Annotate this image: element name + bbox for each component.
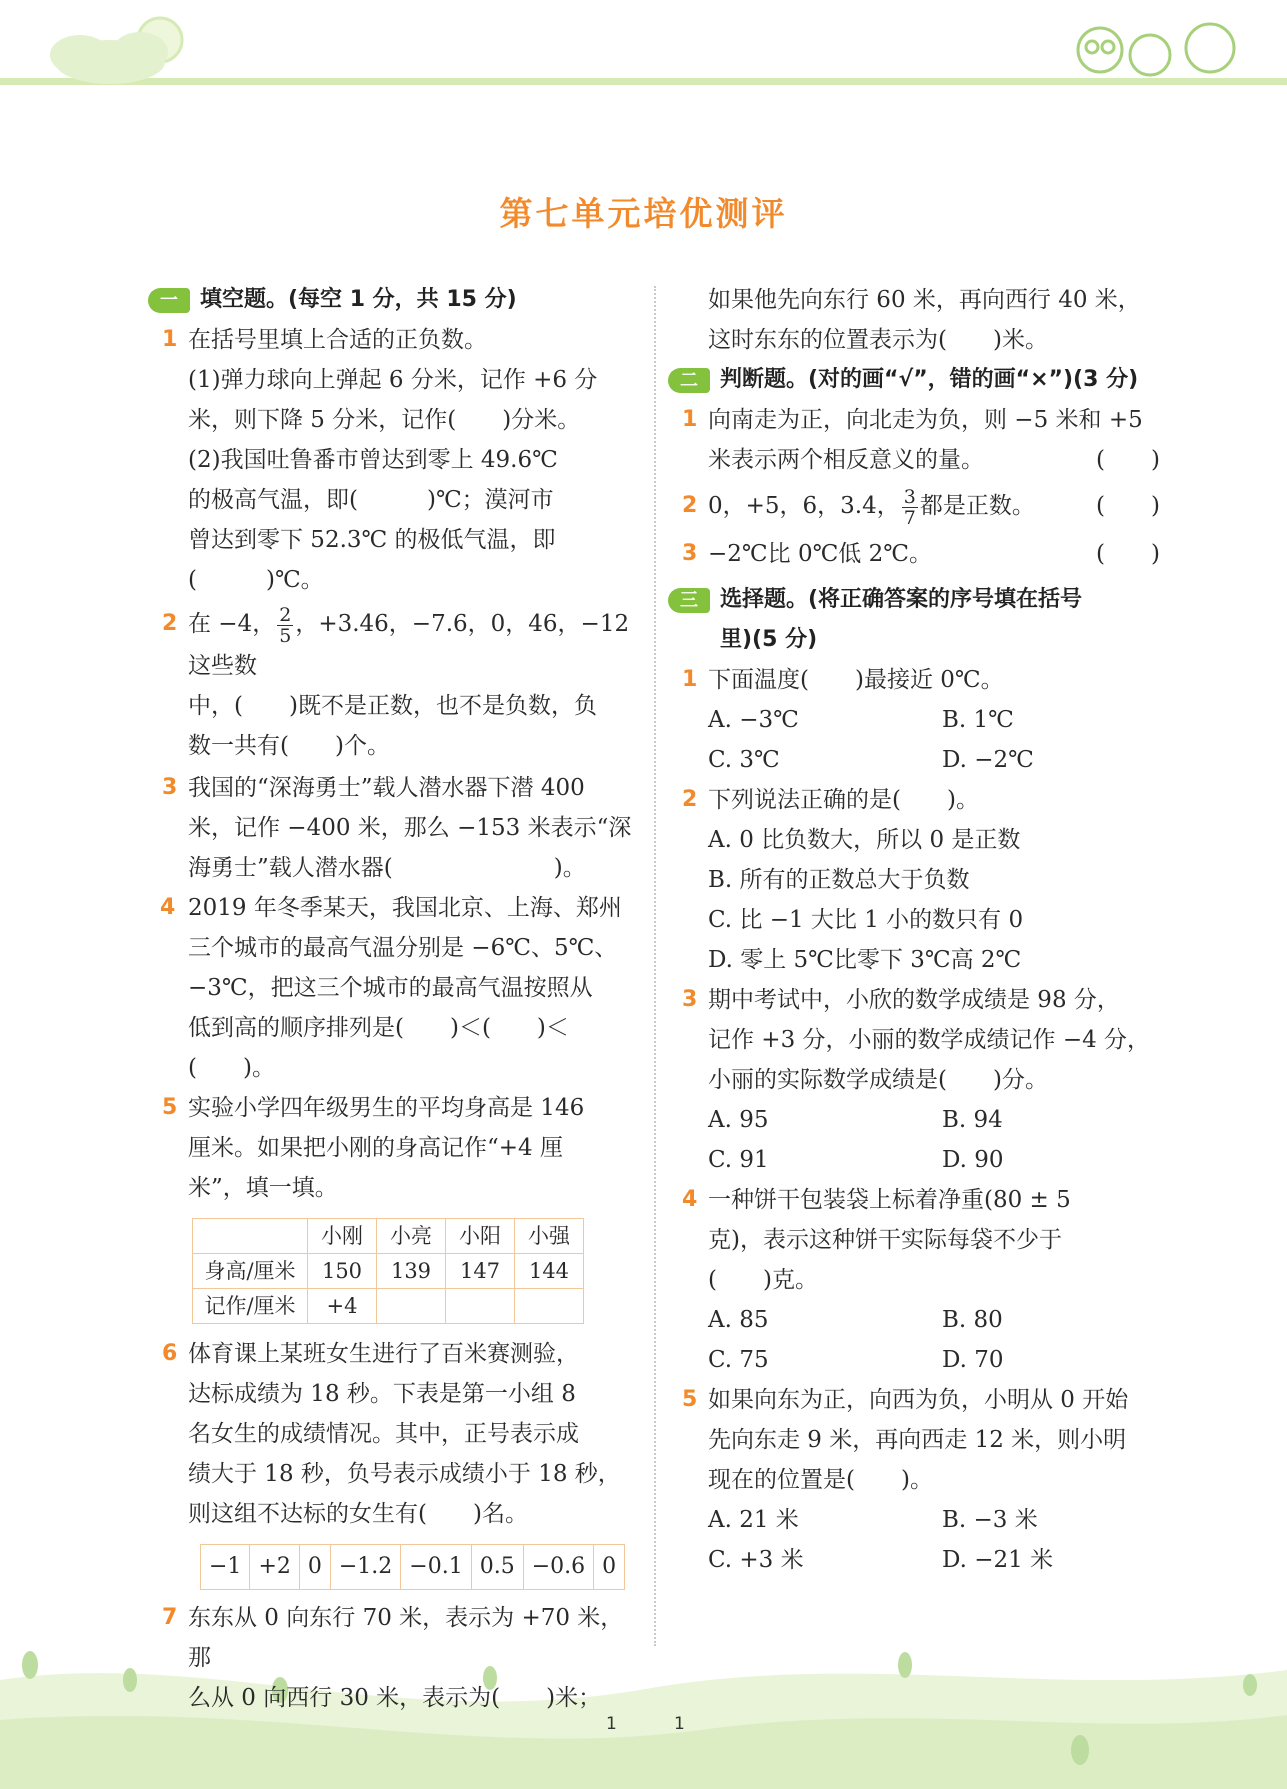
section-label: 填空题。(每空 1 分，共 15 分) [200,287,517,312]
table-cell: 身高/厘米 [193,1253,308,1288]
text-fragment [708,486,1035,528]
question-line: 名女生的成绩情况。其中，正号表示成 [188,1420,579,1447]
choice-question-2 [678,780,1160,980]
choice-question-5 [678,1380,1160,1500]
page-number: 1 [606,1714,617,1734]
question-line: 东东从 0 向东行 70 米，表示为 +70 米，那 [188,1604,624,1671]
question-number: 6 [162,1340,178,1366]
table-cell: −1 [201,1544,250,1589]
cartoon-animals-icon [1078,24,1234,75]
option[interactable]: C. 3℃ [708,746,780,773]
table-cell [515,1288,584,1323]
table-cell: 小阳 [446,1218,515,1253]
question-line: 海勇士”载人潜水器( )。 [188,854,586,881]
table-row [193,1288,584,1323]
option[interactable]: A. 0 比负数大，所以 0 是正数 [708,826,1021,853]
left-column [158,280,636,1718]
judge-question-1 [678,400,1160,480]
answer-blank[interactable]: ( ) [1096,493,1160,519]
question-line: 克)，表示这种饼干实际每袋不少于 [708,1226,1062,1253]
question-line [708,440,1160,480]
table-cell: 0.5 [471,1544,523,1589]
question-number: 1 [162,327,178,352]
option[interactable]: C. 75 [708,1346,769,1373]
answer-blank[interactable]: ( ) [1096,447,1160,473]
question-number: 2 [682,493,698,518]
question-line: 先向东走 9 米，再向西走 12 米，则小明 [708,1426,1127,1453]
question-line: 曾达到零下 52.3℃ 的极低气温，即 [188,527,556,553]
table-cell: 0 [594,1544,625,1589]
header-decoration [0,0,1287,120]
text-fragment: 在 −4， [188,611,276,637]
option[interactable]: A. −3℃ [708,706,799,733]
section-label: 判断题。(对的画“√”，错的画“×”)(3 分) [720,367,1139,392]
table-cell: −0.1 [401,1544,471,1589]
option[interactable]: C. +3 米 [708,1546,804,1573]
table-cell: 144 [515,1253,584,1288]
section-header-judge [678,360,1160,400]
option[interactable]: D. 零上 5℃比零下 3℃高 2℃ [708,946,1022,973]
text-fragment: ，+3.46，−7.6，0，46，−12 这些数 [188,611,630,679]
table-cell [193,1218,308,1253]
section-badge: 三 [668,588,710,613]
fill-question-4 [158,888,636,1088]
section-header-fill [158,280,636,320]
text-fragment: 米表示两个相反意义的量。 [708,447,984,473]
choice-question-1 [678,660,1160,700]
table-cell [377,1288,446,1323]
height-table [192,1218,584,1324]
fill-question-7 [158,1598,636,1718]
right-column [678,280,1160,1580]
question-number: 3 [162,774,178,800]
fill-question-7-continued [678,280,1160,360]
question-line: 在括号里填上合适的正负数。 [188,327,487,353]
question-line: 2019 年冬季某天，我国北京、上海、郑州 [188,894,622,921]
question-line: 达标成绩为 18 秒。下表是第一小组 8 [188,1380,576,1407]
fraction-denominator: 7 [903,506,916,529]
question-number: 4 [682,1186,698,1212]
page-title: 第七单元培优测评 [499,194,788,233]
table-cell: 记作/厘米 [193,1288,308,1323]
text-fragment: −2℃比 0℃低 2℃。 [708,540,932,567]
option[interactable]: D. −2℃ [942,746,1034,773]
table-cell: 小亮 [377,1218,446,1253]
table-row [201,1544,625,1589]
table-cell: 147 [446,1253,515,1288]
fill-question-6 [158,1334,636,1534]
question-line: 厘米。如果把小刚的身高记作“+4 厘 [188,1134,563,1161]
option[interactable]: D. 90 [942,1146,1004,1173]
question-line: 绩大于 18 秒，负号表示成绩小于 18 秒， [188,1460,621,1487]
fill-question-1 [158,320,636,600]
option[interactable]: C. 比 −1 大比 1 小的数只有 0 [708,906,1024,933]
option[interactable]: B. 1℃ [942,706,1014,733]
choice-question-4 [678,1180,1160,1300]
question-line: 下列说法正确的是( )。 [708,786,979,813]
question-line [708,486,1160,528]
answer-blank[interactable]: ( ) [1096,540,1160,567]
fill-question-3 [158,768,636,888]
fill-question-2 [158,604,636,766]
judge-question-3 [678,534,1160,574]
question-number: 4 [160,894,176,920]
question-number: 7 [162,1604,178,1630]
option[interactable]: D. −21 米 [942,1546,1054,1573]
options-grid [678,1500,1160,1580]
fill-question-5 [158,1088,636,1208]
choice-question-3 [678,980,1160,1100]
question-number: 2 [162,611,178,636]
question-line: 一种饼干包装袋上标着净重(80 ± 5 [708,1186,1071,1213]
question-line: 期中考试中，小欣的数学成绩是 98 分， [708,986,1120,1013]
question-line: 米”，填一填。 [188,1174,338,1201]
question-line: 向南走为正，向北走为负，则 −5 米和 +5 [708,407,1143,433]
table-cell: −1.2 [330,1544,400,1589]
question-number: 1 [682,407,698,432]
option[interactable]: B. 所有的正数总大于负数 [708,866,970,893]
fraction [902,487,918,528]
option[interactable]: A. 95 [708,1106,769,1133]
table-cell: 139 [377,1253,446,1288]
question-line: (1)弹力球向上弹起 6 分米，记作 +6 分 [188,367,598,393]
question-line: 么从 0 向西行 30 米，表示为( )米； [188,1684,602,1711]
question-number: 3 [682,986,698,1012]
section-badge: 二 [668,368,710,393]
question-line: 这时东东的位置表示为( )米。 [708,327,1048,353]
fraction-denominator: 5 [279,624,292,647]
option[interactable]: B. −3 米 [942,1506,1038,1533]
section-badge: 一 [148,288,190,313]
text-fragment: 都是正数。 [919,493,1035,519]
table-cell [446,1288,515,1323]
question-line: 现在的位置是( )。 [708,1466,933,1493]
page-number: 1 [674,1714,685,1734]
options-grid [678,1300,1160,1380]
question-line: 体育课上某班女生进行了百米赛测验， [188,1340,579,1367]
question-number: 3 [682,540,698,566]
option[interactable]: C. 91 [708,1146,769,1173]
option[interactable]: A. 21 米 [708,1506,799,1533]
question-number: 5 [682,1386,698,1412]
fraction [277,605,293,646]
cloud-icon [50,32,168,84]
question-line: ( )克。 [708,1266,818,1293]
section-label: 里)(5 分) [720,626,818,652]
table-row [193,1218,584,1253]
section-header-choice [678,580,1160,660]
question-line: ( )。 [188,1054,275,1081]
table-cell: −0.6 [523,1544,593,1589]
question-number: 1 [682,666,698,692]
question-number: 5 [162,1094,178,1120]
question-line: 如果向东为正，向西为负，小明从 0 开始 [708,1386,1129,1413]
text-fragment: 0，+5，6，3.4， [708,493,900,519]
question-line: 低到高的顺序排列是( )＜( )＜ [188,1014,569,1041]
question-line: 中，( )既不是正数，也不是负数，负 [188,692,597,719]
question-line: 数一共有( )个。 [188,732,390,759]
question-line [708,534,1160,574]
fraction-numerator: 3 [903,485,916,508]
question-number: 2 [682,786,698,812]
question-line: 记作 +3 分，小丽的数学成绩记作 −4 分， [708,1026,1151,1053]
column-divider [654,286,656,1646]
question-line: ( )℃。 [188,567,324,593]
fraction-numerator: 2 [279,603,292,626]
options-grid [678,700,1160,780]
question-line [188,604,636,686]
question-line: 米，记作 −400 米，那么 −153 米表示“深 [188,814,632,841]
judge-question-2 [678,486,1160,528]
option[interactable]: D. 70 [942,1346,1004,1373]
table-cell: 小刚 [308,1218,377,1253]
question-line: 我国的“深海勇士”载人潜水器下潜 400 [188,774,585,801]
question-line: 如果他先向东行 60 米，再向西行 40 米， [708,287,1141,313]
score-table [200,1544,625,1590]
question-line: 下面温度( )最接近 0℃。 [708,666,1004,693]
question-line: 三个城市的最高气温分别是 −6℃、5℃、 [188,934,618,961]
question-line: 则这组不达标的女生有( )名。 [188,1500,528,1527]
options-grid [678,1100,1160,1180]
option[interactable]: B. 80 [942,1306,1003,1333]
option[interactable]: B. 94 [942,1106,1003,1133]
option[interactable]: A. 85 [708,1306,769,1333]
question-line: 米，则下降 5 分米，记作( )分米。 [188,407,581,433]
table-cell: +2 [250,1544,299,1589]
question-line: 小丽的实际数学成绩是( )分。 [708,1066,1048,1093]
table-cell: 150 [308,1253,377,1288]
question-line: −3℃，把这三个城市的最高气温按照从 [188,974,593,1001]
table-cell: +4 [308,1288,377,1323]
table-cell: 小强 [515,1218,584,1253]
question-line: 的极高气温，即( )℃；漠河市 [188,487,554,513]
section-label: 选择题。(将正确答案的序号填在括号 [720,586,1083,612]
table-row [193,1253,584,1288]
question-line: 实验小学四年级男生的平均身高是 146 [188,1094,585,1121]
question-line: (2)我国吐鲁番市曾达到零上 49.6℃ [188,447,558,473]
table-cell: 0 [299,1544,330,1589]
